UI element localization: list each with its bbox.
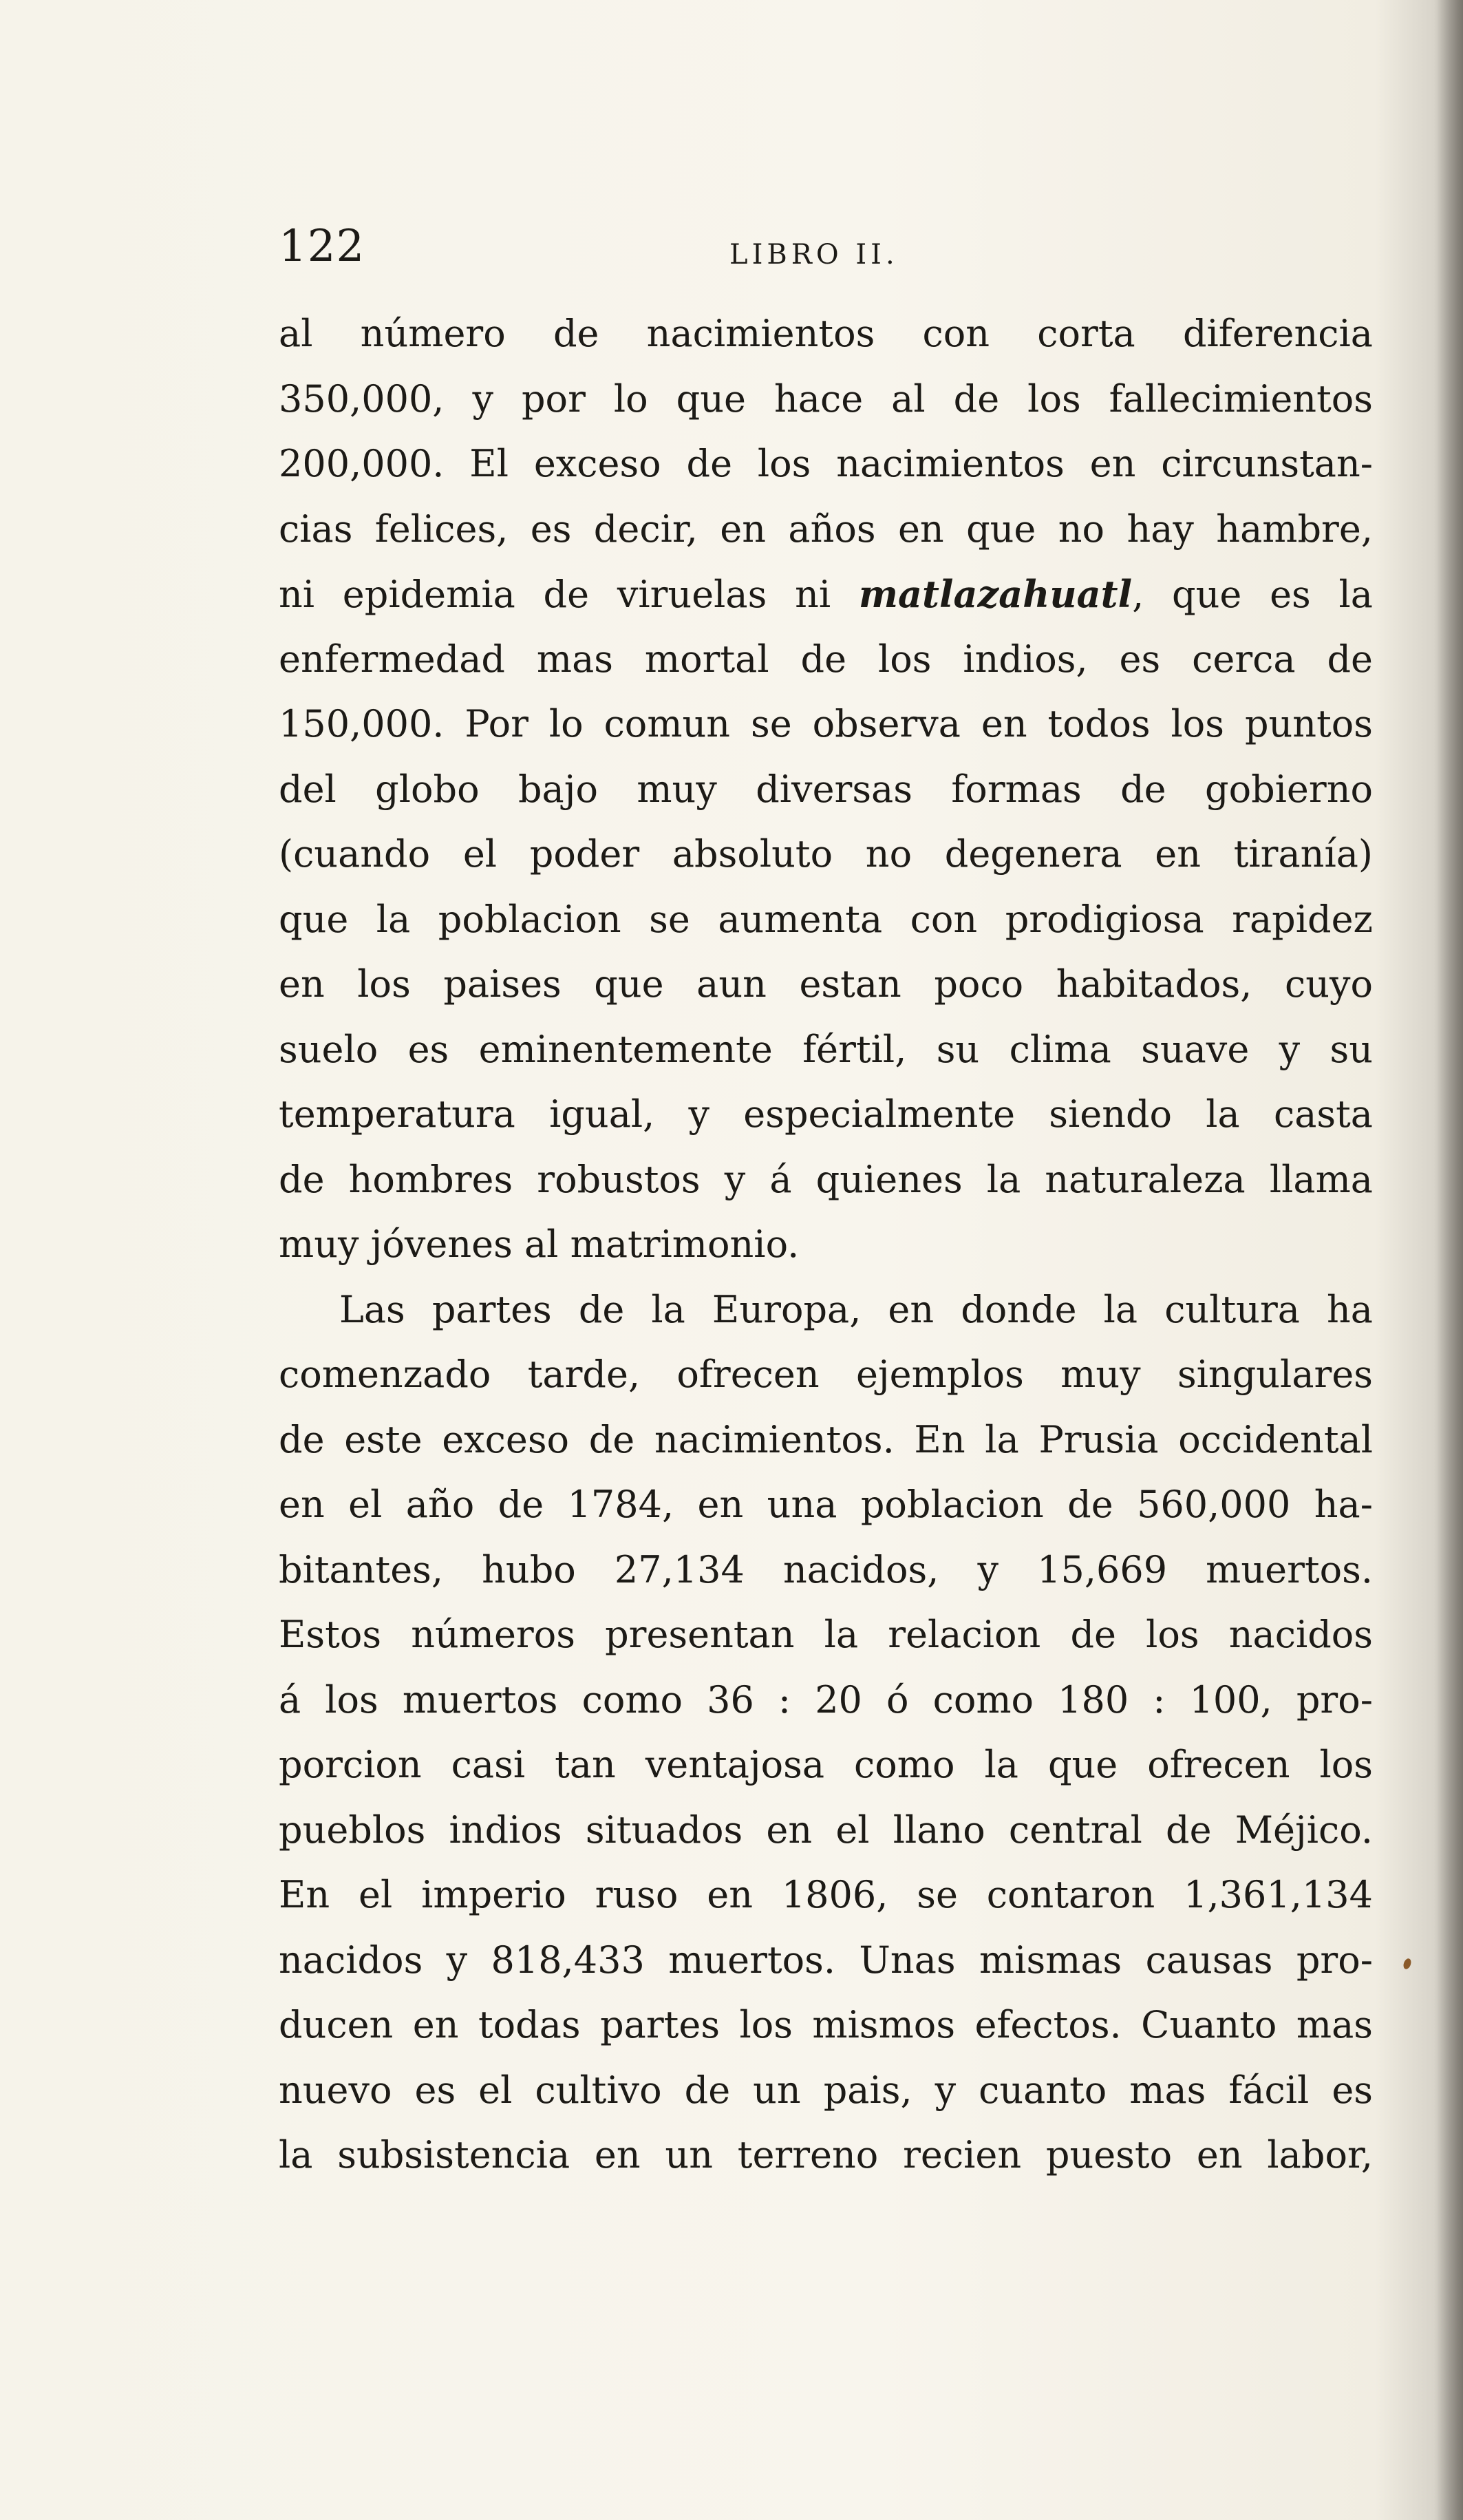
text-line: (cuando el poder absoluto no degenera en tiranía)	[279, 832, 1373, 876]
text-line: Las partes de la Europa, en donde la cultura ha	[339, 1287, 1373, 1331]
text-line: muy jóvenes al matrimonio.	[279, 1222, 800, 1266]
text-line: En el imperio ruso en 1806, se contaron 1,361,134	[279, 1873, 1373, 1916]
text-line: al número de nacimientos con corta diferencia	[279, 312, 1373, 355]
ink-speck	[1402, 1958, 1413, 1970]
text-line: temperatura igual, y especialmente siendo la casta	[279, 1092, 1373, 1136]
text-line: de este exceso de nacimientos. En la Prusia occidental	[279, 1417, 1373, 1461]
text-line: enfermedad mas mortal de los indios, es cerca de	[279, 637, 1373, 681]
text-line: 200,000. El exceso de los nacimientos en circunstan-	[279, 442, 1373, 485]
text-line: á los muertos como 36 : 20 ó como 180 : 100, pro-	[279, 1677, 1373, 1722]
running-head: LIBRO II.	[729, 239, 899, 271]
text-line: suelo es eminentemente fértil, su clima suave y su	[279, 1027, 1373, 1071]
text-line: que la poblacion se aumenta con prodigiosa rapidez	[279, 897, 1373, 941]
text-line: la subsistencia en un terreno recien puesto en labor,	[279, 2133, 1373, 2177]
text-line: ducen en todas partes los mismos efectos. Cuanto mas	[279, 2003, 1373, 2046]
text-line: del globo bajo muy diversas formas de gobierno	[279, 767, 1373, 811]
italic-term: matlazahuatl	[858, 572, 1133, 616]
page-header	[279, 213, 1373, 282]
text-line: en los paises que aun estan poco habitados, cuyo	[279, 962, 1373, 1006]
text-line: porcion casi tan ventajosa como la que ofrecen los	[279, 1743, 1373, 1786]
text-line: nuevo es el cultivo de un pais, y cuanto mas fácil es	[279, 2068, 1373, 2112]
text-line: comenzado tarde, ofrecen ejemplos muy singulares	[279, 1353, 1373, 1396]
text-fragment: , que es la	[1132, 573, 1373, 616]
body-text	[279, 301, 1373, 2188]
text-line	[279, 562, 1373, 627]
text-line: Estos números presentan la relacion de los nacidos	[279, 1613, 1373, 1656]
text-line: en el año de 1784, en una poblacion de 560,000 ha-	[279, 1483, 1373, 1526]
text-line: bitantes, hubo 27,134 nacidos, y 15,669 muertos.	[279, 1547, 1373, 1591]
page-edge-shadow	[1437, 0, 1463, 2520]
text-line: 350,000, y por lo que hace al de los fallecimientos	[279, 377, 1373, 421]
text-line: pueblos indios situados en el llano central de Méjico.	[279, 1808, 1373, 1852]
text-fragment: ni epidemia de viruelas ni	[279, 573, 859, 616]
text-line: nacidos y 818,433 muertos. Unas mismas causas pro-	[279, 1938, 1373, 1982]
page-number: 122	[279, 221, 365, 272]
text-line: cias felices, es decir, en años en que no hay hambre,	[279, 507, 1373, 551]
text-line: 150,000. Por lo comun se observa en todos los puntos	[279, 702, 1373, 745]
text-line: de hombres robustos y á quienes la naturaleza llama	[279, 1157, 1373, 1201]
